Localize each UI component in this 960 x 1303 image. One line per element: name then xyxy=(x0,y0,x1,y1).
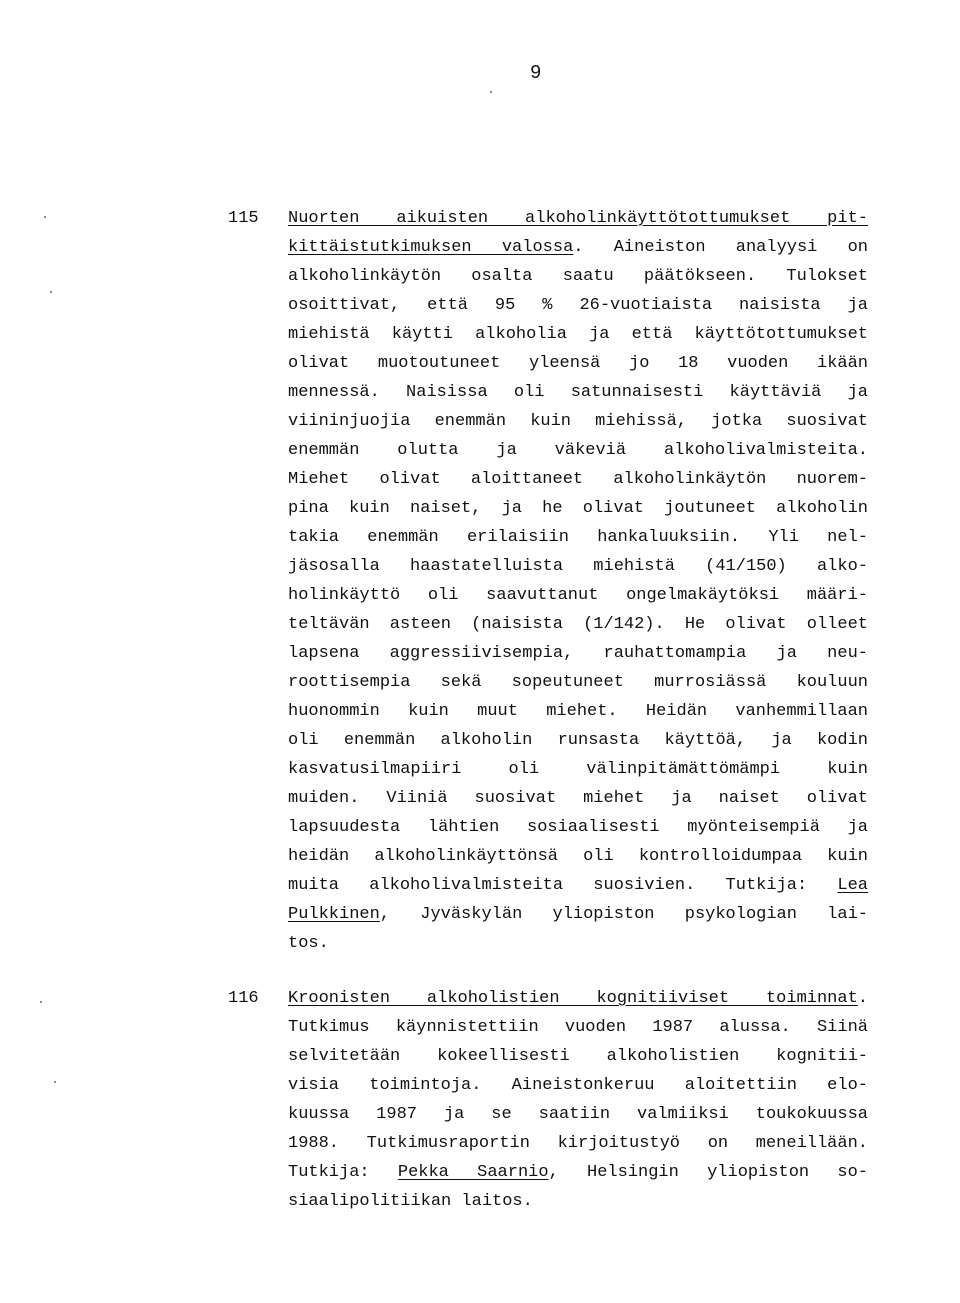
text-line xyxy=(288,726,868,755)
underlined-text: Pekka Saarnio xyxy=(397,1163,549,1182)
line-text: muita alkoholivalmisteita suosivien. Tutkija: xyxy=(288,876,838,895)
line-text: kuussa 1987 ja se saatiin valmiiksi toukokuussa xyxy=(288,1105,868,1124)
scan-speck xyxy=(54,1081,56,1083)
line-text: alkoholinkäytön osalta saatu päätökseen. Tulokset xyxy=(288,267,868,286)
text-line xyxy=(288,1129,868,1158)
text-line xyxy=(288,1187,868,1216)
line-text: enemmän olutta ja väkeviä alkoholivalmisteita. xyxy=(288,441,868,460)
scan-speck xyxy=(40,1001,42,1003)
text-line xyxy=(288,1042,868,1071)
text-line xyxy=(288,465,868,494)
underlined-text: Lea xyxy=(837,876,868,895)
text-line xyxy=(288,204,868,233)
line-text: siaalipolitiikan laitos. xyxy=(288,1192,533,1211)
text-line xyxy=(288,494,868,523)
text-line xyxy=(288,755,868,784)
line-text: oli enemmän alkoholin runsasta käyttöä, ja kodin xyxy=(288,731,868,750)
line-text: heidän alkoholinkäyttönsä oli kontrolloidumpaa kuin xyxy=(288,847,868,866)
scan-speck xyxy=(50,291,52,293)
text-line xyxy=(288,320,868,349)
line-text: kasvatusilmapiiri oli välinpitämättömämpi kuin xyxy=(288,760,868,779)
text-line xyxy=(288,378,868,407)
line-text: , Helsingin yliopiston so- xyxy=(548,1163,868,1182)
line-text: lapsena aggressiivisempia, rauhattomampia ja neu- xyxy=(288,644,868,663)
line-text: muiden. Viiniä suosivat miehet ja naiset olivat xyxy=(288,789,868,808)
line-text: Miehet olivat aloittaneet alkoholinkäytön nuorem- xyxy=(288,470,868,489)
text-line xyxy=(288,1100,868,1129)
text-line xyxy=(288,784,868,813)
line-text: roottisempia sekä sopeutuneet murrosiässä kouluun xyxy=(288,673,868,692)
line-text: teltävän asteen (naisista (1/142). He olivat olleet xyxy=(288,615,868,634)
text-line xyxy=(288,697,868,726)
text-line xyxy=(288,407,868,436)
text-line xyxy=(288,262,868,291)
text-line xyxy=(288,523,868,552)
text-line xyxy=(288,929,868,958)
text-line xyxy=(288,233,868,262)
underlined-text: Kroonisten alkoholistien kognitiiviset toiminnat xyxy=(288,989,858,1008)
text-line xyxy=(288,1013,868,1042)
line-text: viininjuojia enemmän kuin miehissä, jotka suosivat xyxy=(288,412,868,431)
underlined-text: Nuorten aikuisten alkoholinkäyttötottumukset pit- xyxy=(288,209,868,228)
line-text: osoittivat, että 95 % 26-vuotiaista naisista ja xyxy=(288,296,868,315)
text-line xyxy=(288,436,868,465)
line-text: miehistä käytti alkoholia ja että käyttötottumukset xyxy=(288,325,868,344)
line-text: takia enemmän erilaisiin hankaluuksiin. Yli nel- xyxy=(288,528,868,547)
line-text: 1988. Tutkimusraportin kirjoitustyö on meneillään. xyxy=(288,1134,868,1153)
line-text: tos. xyxy=(288,934,329,953)
text-line xyxy=(288,552,868,581)
line-text: holinkäyttö oli saavuttanut ongelmakäytöksi määri- xyxy=(288,586,868,605)
entry-number: 115 xyxy=(228,209,259,228)
scan-speck xyxy=(44,216,46,218)
line-text: huonommin kuin muut miehet. Heidän vanhemmillaan xyxy=(288,702,868,721)
text-line xyxy=(288,871,868,900)
underlined-text: kittäistutkimuksen valossa xyxy=(288,238,574,257)
entry-body xyxy=(288,984,868,1216)
line-text: jäsosalla haastatelluista miehistä (41/150) alko- xyxy=(288,557,868,576)
line-text: mennessä. Naisissa oli satunnaisesti käyttäviä ja xyxy=(288,383,868,402)
entry-number: 116 xyxy=(228,989,259,1008)
line-text: olivat muotoutuneet yleensä jo 18 vuoden ikään xyxy=(288,354,868,373)
text-line xyxy=(288,984,868,1013)
underlined-text: Pulkkinen xyxy=(288,905,380,924)
text-line xyxy=(288,581,868,610)
line-text: . xyxy=(857,989,868,1008)
line-text: , Jyväskylän yliopiston psykologian lai- xyxy=(379,905,868,924)
entry-body xyxy=(288,204,868,958)
text-line xyxy=(288,813,868,842)
text-line xyxy=(288,610,868,639)
text-line xyxy=(288,842,868,871)
line-text: visia toimintoja. Aineistonkeruu aloitettiin elo- xyxy=(288,1076,868,1095)
text-line xyxy=(288,1158,868,1187)
text-line xyxy=(288,639,868,668)
text-line xyxy=(288,1071,868,1100)
text-line xyxy=(288,900,868,929)
page-number: 9 xyxy=(530,62,542,84)
line-text: pina kuin naiset, ja he olivat joutuneet alkoholin xyxy=(288,499,868,518)
line-text: lapsuudesta lähtien sosiaalisesti myönteisempiä ja xyxy=(288,818,868,837)
line-text: selvitetään kokeellisesti alkoholistien kognitii- xyxy=(288,1047,868,1066)
line-text: Tutkija: xyxy=(288,1163,398,1182)
text-line xyxy=(288,668,868,697)
text-line xyxy=(288,291,868,320)
scan-speck xyxy=(490,91,492,93)
line-text: Tutkimus käynnistettiin vuoden 1987 alussa. Siinä xyxy=(288,1018,868,1037)
line-text: . Aineiston analyysi on xyxy=(573,238,869,257)
text-line xyxy=(288,349,868,378)
